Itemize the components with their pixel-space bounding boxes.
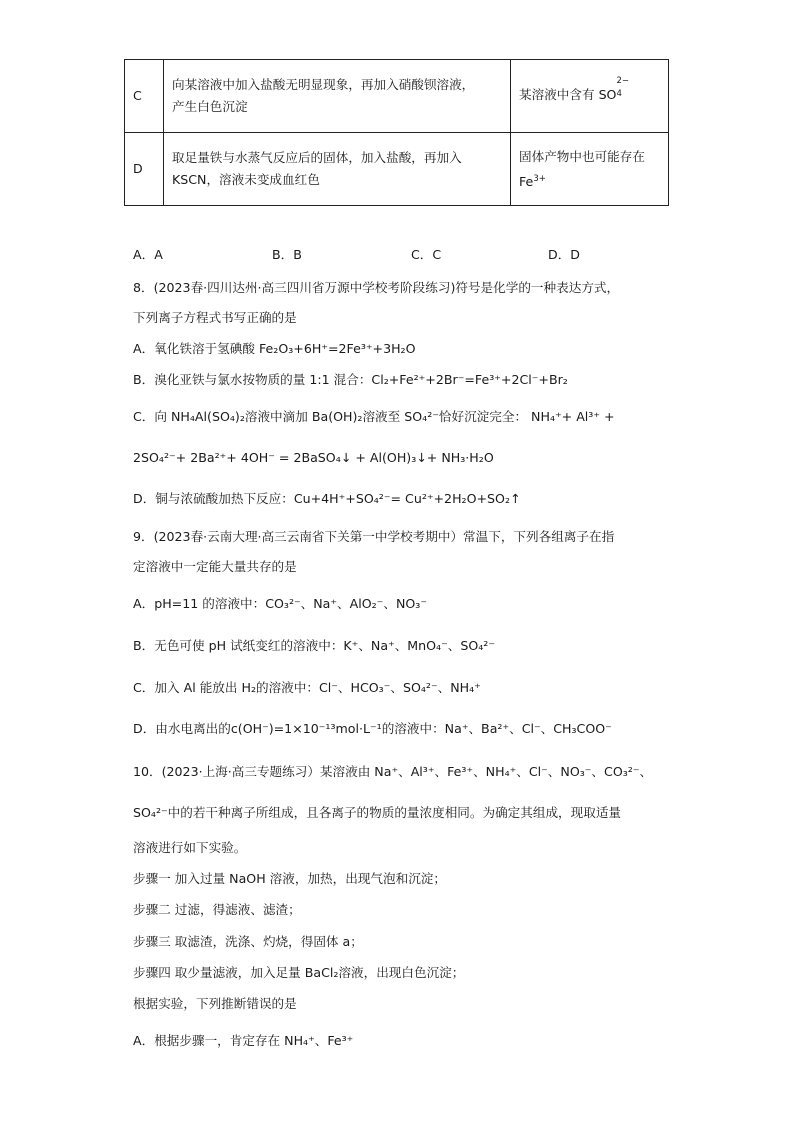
row-d-label: D [125, 133, 164, 206]
row-d-operation-line1: 取足量铁与水蒸气反应后的固体，加入盐酸，再加入 [172, 150, 462, 165]
row-c-ion-sub: 4 [616, 89, 622, 99]
q9-option-d: D．由水电离出的c(OH⁻)=1×10⁻¹³mol·L⁻¹的溶液中：Na⁺、Ba²⁺、Cl⁻、CH₃COO⁻ [133, 721, 612, 736]
table-row-d [125, 133, 669, 206]
q9-stem-line2: 定溶液中一定能大量共存的是 [133, 559, 297, 574]
q8-option-b: B．溴化亚铁与氯水按物质的量 1:1 混合：Cl₂+Fe²⁺+2Br⁻=Fe³⁺+2Cl⁻+Br₂ [133, 372, 568, 387]
row-c-label: C [125, 60, 164, 133]
q7-choice-c: C．C [411, 247, 442, 262]
row-d-fe: Fe [519, 173, 534, 189]
q8-option-c-line1: C．向 NH₄Al(SO₄)₂溶液中滴加 Ba(OH)₂溶液至 SO₄²⁻恰好沉淀完全： NH₄⁺+ Al³⁺ + [133, 409, 615, 424]
q7-choice-a: A．A [133, 247, 163, 262]
row-d-fe-charge: 3+ [533, 173, 546, 184]
q9-option-c: C．加入 Al 能放出 H₂的溶液中：Cl⁻、HCO₃⁻、SO₄²⁻、NH₄⁺ [133, 680, 481, 695]
q7-choice-b: B．B [272, 247, 302, 262]
q7-choice-d: D．D [548, 247, 580, 262]
options-table [124, 59, 669, 206]
q10-stem-line3: 溶液进行如下实验。 [133, 840, 247, 855]
q10-step-1: 步骤一 加入过量 NaOH 溶液，加热，出现气泡和沉淀； [133, 871, 446, 886]
q9-stem-line1: 9．(2023春·云南大理·高三云南省下关第一中学校考期中）常温下，下列各组离子在指 [133, 529, 615, 544]
row-d-conclusion [511, 133, 669, 206]
row-c-operation [164, 60, 511, 133]
q8-option-c-line2: 2SO₄²⁻+ 2Ba²⁺+ 4OH⁻ = 2BaSO₄↓ + Al(OH)₃↓+ NH₃·H₂O [133, 450, 494, 465]
row-c-ion-charge: 2− [616, 76, 630, 86]
q10-stem-line2: SO₄²⁻中的若干种离子所组成，且各离子的物质的量浓度相同。为确定其组成，现取适量 [133, 805, 622, 820]
row-d-operation-line2: KSCN，溶液未变成血红色 [172, 172, 320, 187]
q8-stem-line1: 8．(2023春·四川达州·高三四川省万源中学校考阶段练习)符号是化学的一种表达方式， [133, 280, 620, 295]
q9-option-b: B．无色可使 pH 试纸变红的溶液中：K⁺、Na⁺、MnO₄⁻、SO₄²⁻ [133, 638, 496, 653]
q10-stem-line1: 10．(2023·上海·高三专题练习）某溶液由 Na⁺、Al³⁺、Fe³⁺、NH₄⁺、Cl⁻、NO₃⁻、CO₃²⁻、 [133, 764, 653, 779]
row-c-ion [616, 76, 630, 108]
q10-step-3: 步骤三 取滤渣，洗涤、灼烧，得固体 a； [133, 934, 363, 949]
table-row-c [125, 60, 669, 133]
row-d-conclusion-line2 [519, 168, 660, 193]
q10-step-2: 步骤二 过滤，得滤液、滤渣； [133, 902, 301, 917]
row-c-operation-line1: 向某溶液中加入盐酸无明显现象，再加入硝酸钡溶液， [172, 77, 475, 92]
row-c-operation-line2: 产生白色沉淀 [172, 99, 248, 114]
q9-option-a: A．pH=11 的溶液中：CO₃²⁻、Na⁺、AlO₂⁻、NO₃⁻ [133, 596, 427, 611]
row-c-conclusion-text: 某溶液中含有 SO [519, 87, 617, 102]
q10-question: 根据实验，下列推断错误的是 [133, 996, 297, 1011]
q8-option-a: A．氧化铁溶于氢碘酸 Fe₂O₃+6H⁺=2Fe³⁺+3H₂O [133, 341, 416, 356]
q10-option-a: A．根据步骤一，肯定存在 NH₄⁺、Fe³⁺ [133, 1033, 354, 1048]
row-d-conclusion-line1: 固体产物中也可能存在 [519, 148, 645, 164]
row-c-conclusion [511, 60, 669, 133]
row-d-operation [164, 133, 511, 206]
q8-option-d: D．铜与浓硫酸加热下反应：Cu+4H⁺+SO₄²⁻= Cu²⁺+2H₂O+SO₂↑ [133, 491, 521, 506]
q8-stem-line2: 下列离子方程式书写正确的是 [133, 310, 297, 325]
q10-step-4: 步骤四 取少量滤液，加入足量 BaCl₂溶液，出现白色沉淀； [133, 965, 465, 980]
